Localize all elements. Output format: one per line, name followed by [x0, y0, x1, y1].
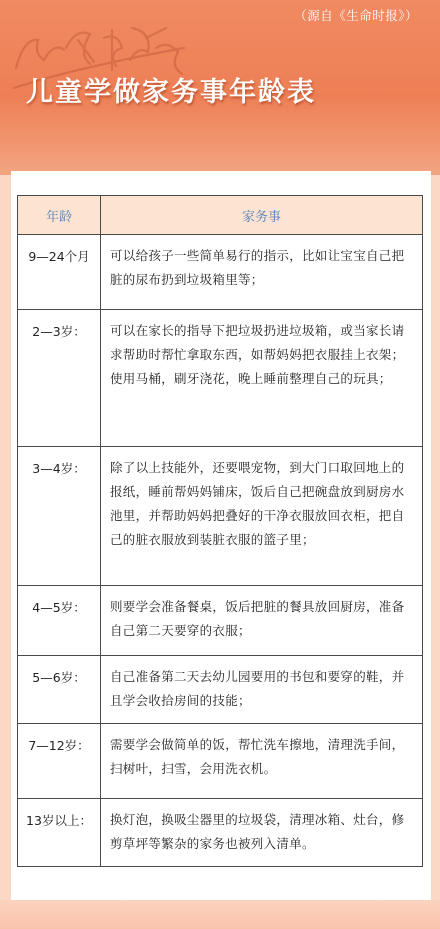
table-row [18, 799, 423, 867]
column-header-age: 年龄 [18, 196, 101, 235]
table-row [18, 310, 423, 447]
chores-cell: 自己准备第二天去幼儿园要用的书包和要穿的鞋，并且学会收拾房间的技能； [101, 656, 423, 724]
chores-cell: 可以在家长的指导下把垃圾扔进垃圾箱，或当家长请求帮助时帮忙拿取东西，如帮妈妈把衣服挂上衣架；使用马桶，刷牙浇花，晚上睡前整理自己的玩具； [101, 310, 423, 447]
chores-cell: 需要学会做简单的饭，帮忙洗车擦地，清理洗手间，扫树叶，扫雪，会用洗衣机。 [101, 724, 423, 799]
chores-table [17, 195, 423, 867]
table-header-row [18, 196, 423, 235]
age-cell: 9—24个月 [18, 235, 101, 310]
content-panel [11, 171, 431, 900]
age-cell: 5—6岁： [18, 656, 101, 724]
table-row [18, 447, 423, 586]
chores-cell: 换灯泡，换吸尘器里的垃圾袋，清理冰箱、灶台，修剪草坪等繁杂的家务也被列入清单。 [101, 799, 423, 867]
table-row [18, 724, 423, 799]
table-row [18, 235, 423, 310]
chores-cell: 则要学会准备餐桌，饭后把脏的餐具放回厨房，准备自己第二天要穿的衣服； [101, 586, 423, 656]
source-note: （源自《生命时报》） [294, 8, 418, 23]
table-row [18, 656, 423, 724]
table-row [18, 586, 423, 656]
column-header-chores: 家务事 [101, 196, 423, 235]
chores-cell: 除了以上技能外，还要喂宠物，到大门口取回地上的报纸，睡前帮妈妈铺床，饭后自己把碗盘放到厨房水池里，并帮助妈妈把叠好的干净衣服放回衣柜，把自己的脏衣服放到装脏衣服的篮子里； [101, 447, 423, 586]
age-cell: 3—4岁： [18, 447, 101, 586]
age-cell: 7—12岁： [18, 724, 101, 799]
header-banner [0, 0, 440, 175]
age-cell: 2—3岁： [18, 310, 101, 447]
age-cell: 4—5岁： [18, 586, 101, 656]
bottom-band [0, 900, 440, 929]
age-cell: 13岁以上： [18, 799, 101, 867]
chores-cell: 可以给孩子一些简单易行的指示，比如让宝宝自己把脏的尿布扔到垃圾箱里等； [101, 235, 423, 310]
page-title: 儿童学做家务事年龄表 [26, 77, 316, 108]
